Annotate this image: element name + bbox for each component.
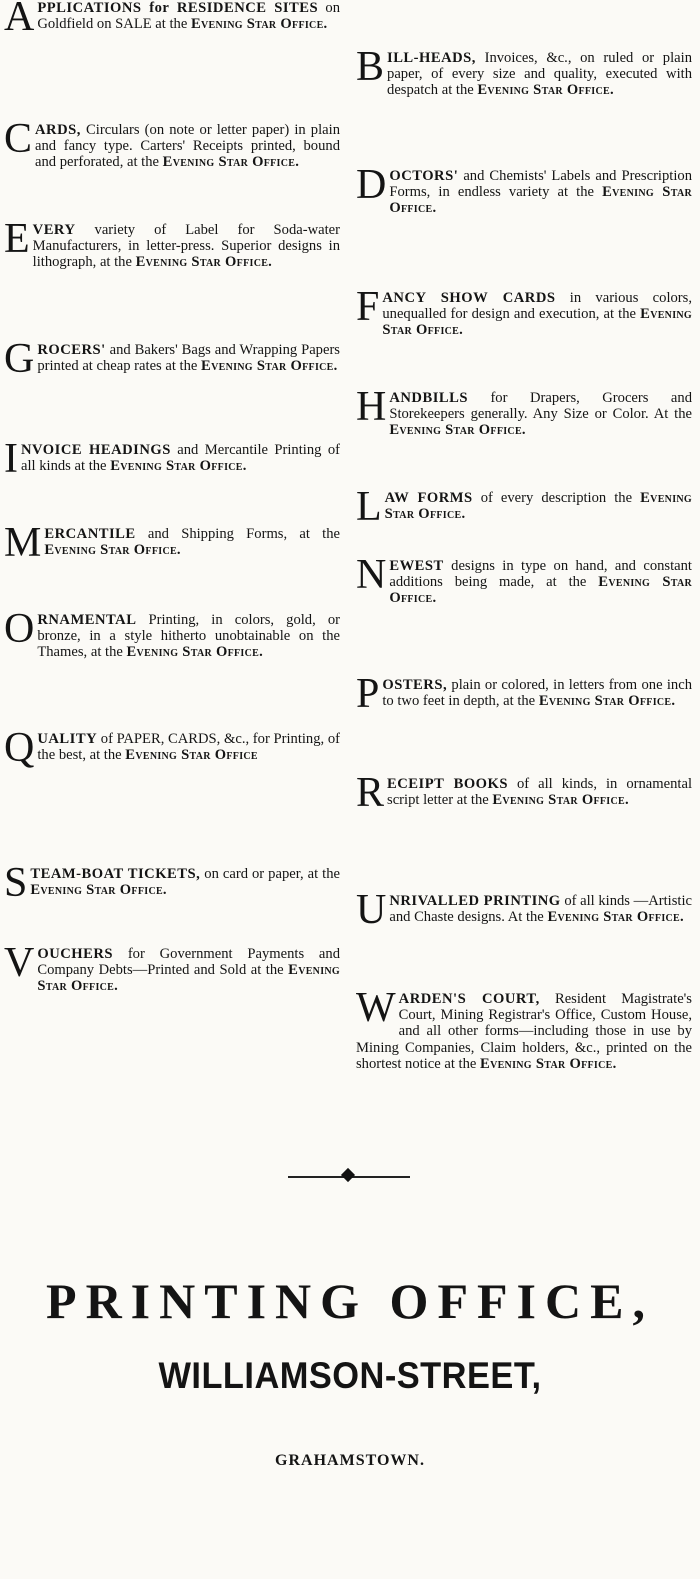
drop-initial: R	[356, 770, 385, 816]
drop-initial: P	[356, 671, 380, 717]
ad-applications	[4, 0, 340, 40]
ad-wardens-court	[356, 985, 692, 1072]
footer-street: WILLIAMSON-STREET,	[158, 1355, 542, 1396]
ad-doctors	[356, 162, 692, 217]
ad-bill-heads	[356, 44, 692, 99]
drop-initial: F	[356, 284, 380, 330]
ad-lead: AW FORMS	[384, 490, 473, 506]
ad-every-variety	[4, 216, 340, 271]
drop-initial: H	[356, 384, 387, 430]
ad-body: and Bakers' Bags and Wrapping Papers printed at cheap rates at the	[37, 342, 340, 375]
ad-unrivalled-printing	[356, 887, 693, 933]
footer-town: GRAHAMSTOWN.	[275, 1452, 425, 1469]
drop-initial: B	[356, 44, 385, 90]
ad-office: Evening Star Office.	[126, 644, 264, 661]
drop-initial: O	[4, 606, 35, 652]
ad-body: of all kinds, in ornamental script letter at the	[387, 776, 692, 809]
ad-grocers	[4, 336, 340, 382]
ad-body: Printing, in colors, gold, or bronze, in a style hitherto unobtainable on the Thames, at the	[37, 612, 340, 661]
ad-office: Evening Star Office.	[382, 306, 692, 339]
drop-initial: Q	[4, 725, 35, 771]
drop-initial: A	[4, 0, 35, 40]
ad-lead: ECEIPT BOOKS	[387, 776, 508, 792]
ad-lead: OUCHERS	[37, 946, 114, 962]
ad-lead: UALITY	[37, 731, 98, 747]
ad-body: Resident Magistrate's Court, Mining Registrar's Office, Custom House, and all other forms—including those in use by Mining Companies, Claim holders, &c., printed on the shortest notice at the	[356, 991, 692, 1072]
ad-lead: TEAM-BOAT TICKETS,	[30, 866, 201, 882]
ad-body: in various colors, unequalled for design and execution, at the	[382, 290, 692, 323]
ad-body: of all kinds —Artistic and Chaste designs. At the	[389, 893, 693, 926]
drop-initial: V	[4, 940, 35, 986]
ad-body: of every description the	[472, 490, 633, 506]
ad-steam-boat	[4, 860, 340, 906]
ad-office: Evening Star Office	[125, 747, 258, 764]
drop-initial: L	[356, 484, 382, 530]
ad-office: Evening Star Office.	[480, 1055, 617, 1072]
rule-diamond-ornament	[341, 1168, 355, 1182]
ad-cards	[4, 116, 340, 171]
ad-vouchers	[4, 940, 340, 995]
ad-body: Invoices, &c., on ruled or plain paper, of every size and quality, executed with despatch at the	[387, 50, 692, 99]
footer-title-printing-office: PRINTING OFFICE,	[46, 1273, 654, 1329]
ad-lead: ERCANTILE	[44, 526, 136, 542]
ad-lead: ANDBILLS	[389, 390, 468, 406]
ad-office: Evening Star Office.	[389, 184, 692, 217]
ad-office: Evening Star Office.	[190, 16, 328, 33]
ad-body: of PAPER, CARDS, &c., for Printing, of the best, at the	[37, 731, 340, 764]
ad-lead: VERY	[32, 222, 76, 238]
drop-initial: U	[356, 887, 387, 933]
ad-lead: ROCERS'	[37, 342, 106, 358]
ad-office: Evening Star Office.	[389, 422, 526, 439]
drop-initial: I	[4, 436, 18, 482]
ad-office: Evening Star Office.	[477, 82, 614, 99]
ad-body: Circulars (on note or letter paper) in plain and fancy type. Carters' Receipts printed, bound and perforated, at the	[35, 122, 340, 171]
ad-lead: OSTERS,	[382, 677, 448, 693]
ad-office: Evening Star Office.	[492, 792, 629, 809]
ad-office: Evening Star Office.	[384, 490, 692, 523]
ad-posters	[356, 671, 692, 717]
drop-initial: S	[4, 860, 28, 906]
drop-initial: G	[4, 336, 35, 382]
ad-lead: ARDEN'S COURT,	[398, 991, 540, 1007]
ad-body: on Goldfield on SALE at the	[37, 0, 340, 33]
ad-fancy-show-cards	[356, 284, 692, 339]
ad-office: Evening Star Office.	[37, 962, 340, 995]
ad-office: Evening Star Office.	[135, 254, 273, 271]
ad-law-forms	[356, 484, 692, 530]
ad-ornamental	[4, 606, 340, 661]
ad-office: Evening Star Office.	[44, 542, 181, 559]
drop-initial: C	[4, 116, 33, 162]
ad-lead: NRIVALLED PRINTING	[389, 893, 561, 909]
ad-office: Evening Star Office.	[389, 574, 693, 607]
ad-mercantile	[4, 520, 340, 566]
ad-lead: ANCY SHOW CARDS	[382, 290, 556, 306]
drop-initial: E	[4, 216, 30, 262]
ad-body: for Government Payments and Company Debts—Printed and Sold at the	[37, 946, 340, 979]
ad-quality	[4, 725, 340, 771]
ad-office: Evening Star Office.	[201, 358, 338, 375]
ad-receipt-books	[356, 770, 692, 816]
ad-lead: EWEST	[389, 558, 444, 574]
ad-body: designs in type on hand, and constant additions being made, at the	[389, 558, 692, 591]
ad-lead: PPLICATIONS for RESIDENCE SITES	[37, 0, 319, 16]
ad-handbills	[356, 384, 692, 439]
drop-initial: W	[356, 985, 396, 1031]
ad-lead: NVOICE HEADINGS	[21, 442, 171, 458]
ad-body: and Chemists' Labels and Prescription Forms, in endless variety at the	[389, 168, 692, 201]
ad-office: Evening Star Office.	[162, 154, 300, 171]
ad-office: Evening Star Office.	[110, 458, 247, 475]
ad-office: Evening Star Office.	[538, 693, 676, 710]
ad-body: plain or colored, in letters from one inch to two feet in depth, at the	[382, 677, 692, 710]
ad-lead: RNAMENTAL	[37, 612, 137, 628]
ad-lead: ILL-HEADS,	[387, 50, 476, 66]
drop-initial: M	[4, 520, 42, 566]
ad-newest	[356, 552, 693, 607]
drop-initial: N	[356, 552, 387, 598]
drop-initial: D	[356, 162, 387, 208]
ad-invoice-headings	[4, 436, 340, 482]
ad-body: for Drapers, Grocers and Storekeepers generally. Any Size or Color. At the	[389, 390, 692, 423]
ad-body: and Shipping Forms, at the	[135, 526, 340, 542]
ad-lead: OCTORS'	[389, 168, 459, 184]
ad-body: variety of Label for Soda-water Manufacturers, in letter-press. Superior designs in lithograph, at the	[32, 222, 340, 271]
ad-office: Evening Star Office.	[547, 909, 684, 926]
ad-body: and Mercantile Printing of all kinds at the	[21, 442, 340, 475]
ad-body: on card or paper, at the	[200, 866, 340, 882]
ad-lead: ARDS,	[35, 122, 81, 138]
ad-office: Evening Star Office.	[30, 882, 167, 899]
